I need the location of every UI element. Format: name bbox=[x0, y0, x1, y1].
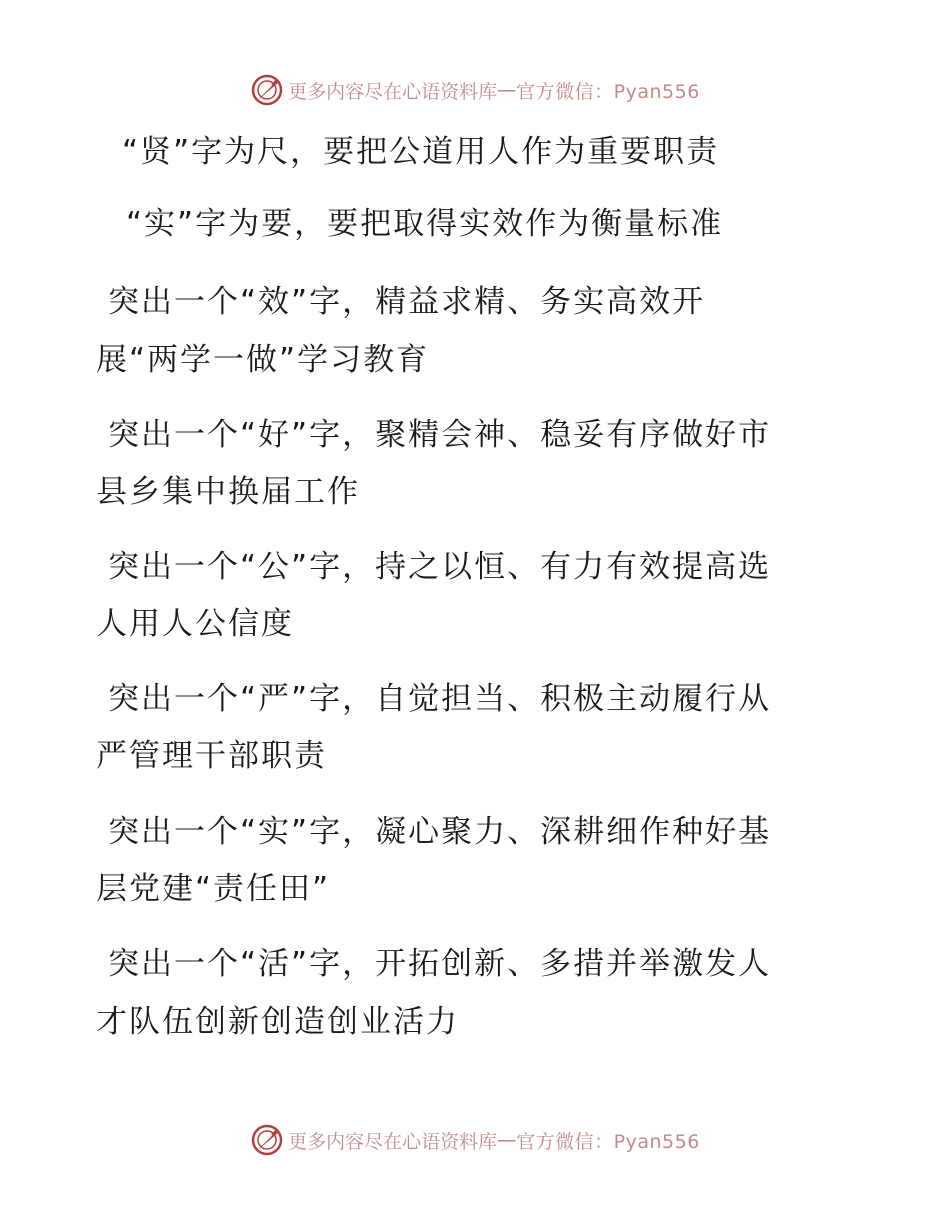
body-line: 突出一个“好”字，聚精会神、稳妥有序做好市 bbox=[108, 417, 772, 453]
body-line: 突出一个“效”字，精益求精、务实高效开 bbox=[108, 284, 706, 320]
banner-wechat: 官方微信：Pyan556 bbox=[516, 80, 700, 103]
banner-wechat: 官方微信：Pyan556 bbox=[516, 1130, 700, 1153]
banner-separator: — bbox=[497, 1129, 517, 1151]
quill-logo-icon bbox=[250, 1123, 284, 1157]
body-line: 县乡集中换届工作 bbox=[96, 474, 360, 510]
body-line: 展“两学一做”学习教育 bbox=[96, 342, 430, 378]
body-line: 突出一个“实”字，凝心聚力、深耕细作种好基 bbox=[108, 814, 772, 850]
banner-title: 更多内容尽在心语资料库 bbox=[288, 1130, 498, 1153]
body-line: 才队伍创新创造创业活力 bbox=[96, 1004, 459, 1040]
banner-title: 更多内容尽在心语资料库 bbox=[288, 80, 498, 103]
body-line: “实”字为要，要把取得实效作为衡量标准 bbox=[126, 206, 724, 242]
footer-banner bbox=[0, 1120, 950, 1160]
body-line: 突出一个“活”字，开拓创新、多措并举激发人 bbox=[108, 946, 772, 982]
body-line: 严管理干部职责 bbox=[96, 738, 327, 774]
body-line: “贤”字为尺，要把公道用人作为重要职责 bbox=[122, 134, 720, 170]
body-line: 人用人公信度 bbox=[96, 606, 294, 642]
body-line: 突出一个“严”字，自觉担当、积极主动履行从 bbox=[108, 681, 772, 717]
body-line: 突出一个“公”字，持之以恒、有力有效提高选 bbox=[108, 549, 772, 585]
body-line: 层党建“责任田” bbox=[96, 871, 331, 907]
banner-separator: — bbox=[497, 79, 517, 101]
